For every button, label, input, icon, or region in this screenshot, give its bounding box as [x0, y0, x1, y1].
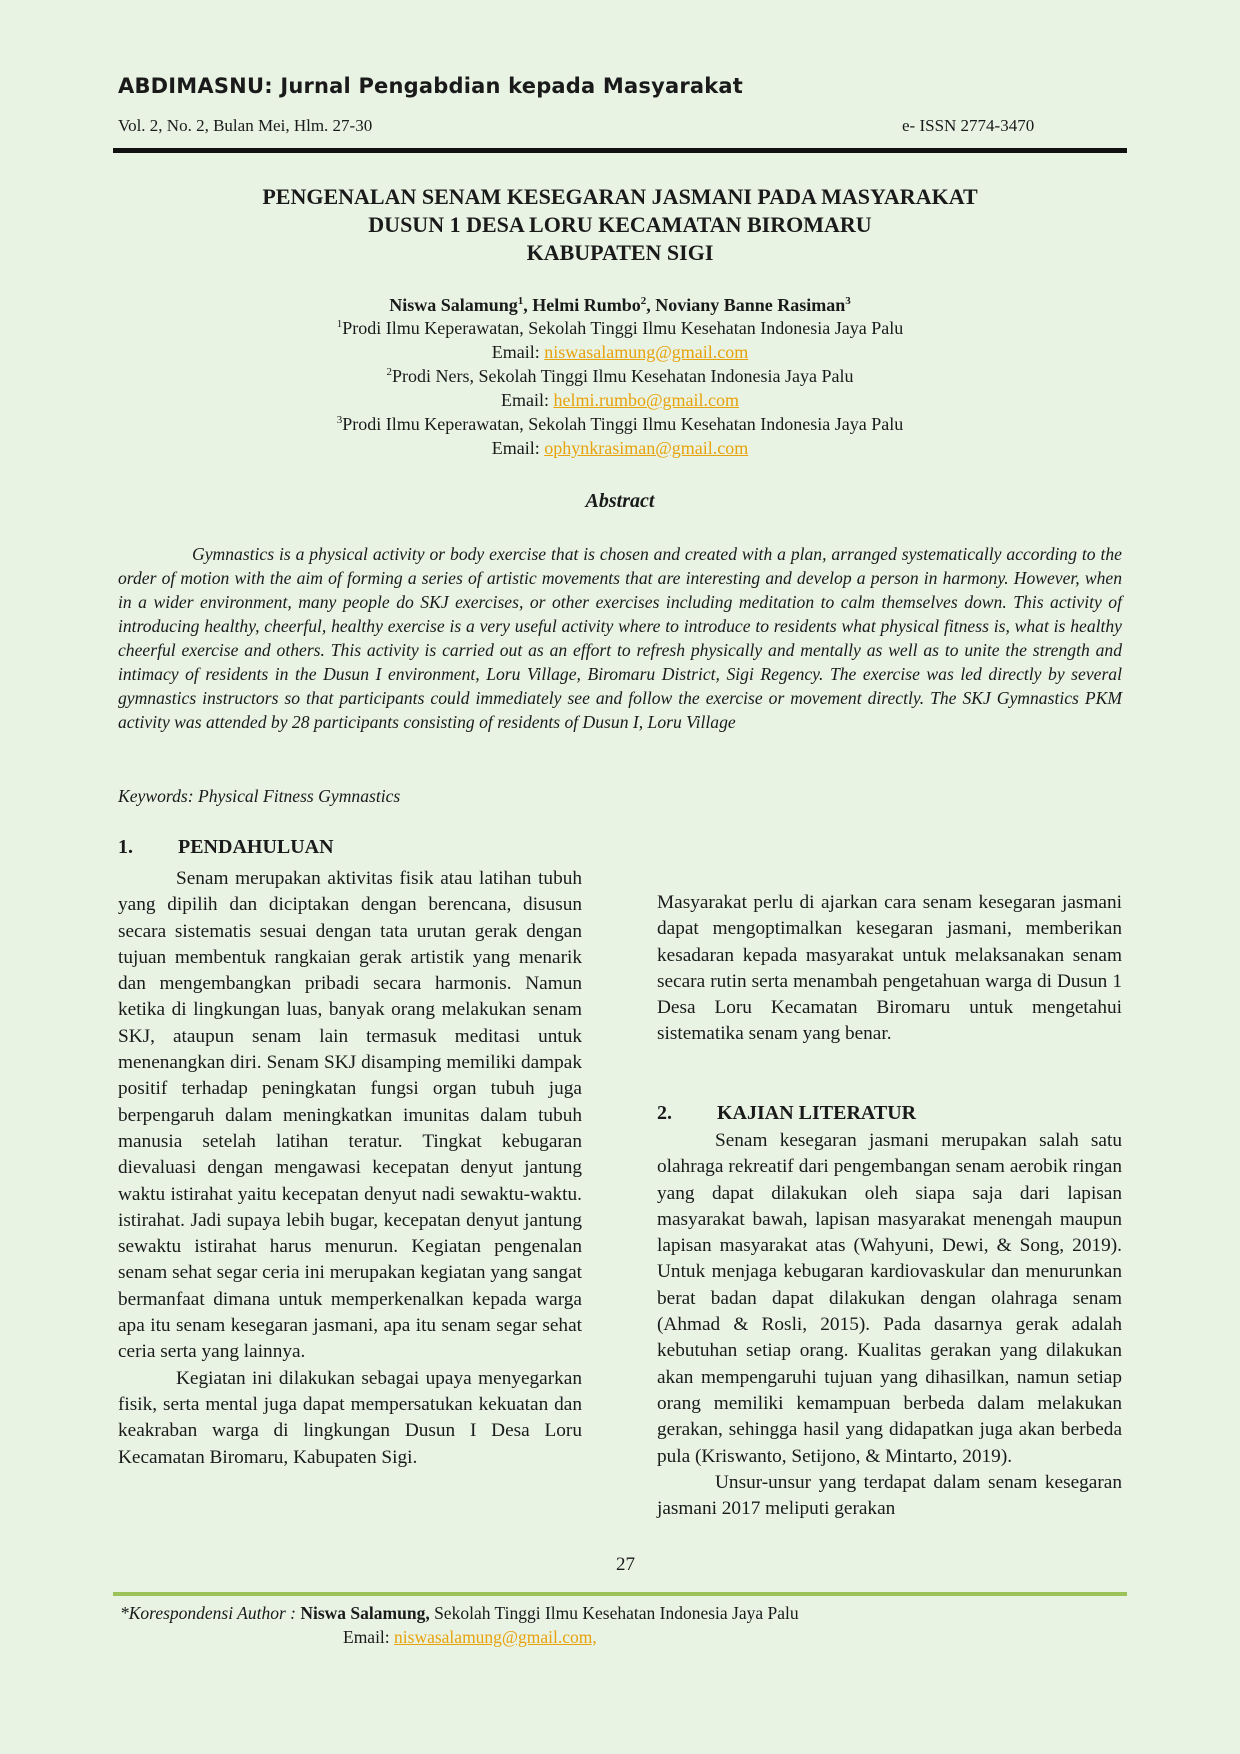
paragraph: Senam merupakan aktivitas fisik atau latihan tubuh yang dipilih dan diciptakan dengan berencana, disusun secara sistematis sesuai dengan tata urutan gerak dengan tujuan membentuk rangkaian gerak artistik yang menarik dan mengembangkan pribadi secara harmonis. Namun ketika di lingkungan luas, banyak orang melakukan senam SKJ, ataupun senam lain termasuk meditasi untuk menenangkan diri. Senam SKJ disamping memiliki dampak positif terhadap peningkatan fungsi organ tubuh juga berpengaruh dalam meningkatkan imunitas dalam tubuh manusia setelah latihan teratur. Tingkat kebugaran dievaluasi dengan mengawasi kecepatan denyut jantung waktu istirahat yaitu kecepatan denyut nadi sewaktu-waktu. istirahat. Jadi supaya lebih bugar, kecepatan denyut jantung sewaktu istirahat harus menurun. Kegiatan pengenalan senam sehat segar ceria ini merupakan kegiatan yang sangat bermanfaat dimana untuk memperkenalkan kepada warga apa itu senam kesegaran jasmani, apa itu senam segar sehat ceria serta yang lainnya.	[118, 868, 582, 1363]
email-link[interactable]: niswasalamung@gmail.com	[544, 342, 749, 362]
author-name: Niswa Salamung	[389, 295, 518, 315]
page-number: 27	[616, 1554, 635, 1575]
paragraph: Masyarakat perlu di ajarkan cara senam kesegaran jasmani dapat mengoptimalkan kesegaran jasmani, memberikan kesadaran kepada masyarakat untuk melaksanakan senam secara rutin serta menambah pengetahuan warga di Dusun 1 Desa Loru Kecamatan Biromaru untuk mengetahui sistematika senam yang benar.	[657, 892, 1122, 1045]
email-link[interactable]: helmi.rumbo@gmail.com	[553, 390, 740, 410]
email-link[interactable]: ophynkrasiman@gmail.com	[544, 438, 749, 458]
issn: e- ISSN 2774-3470	[902, 116, 1035, 135]
header-divider	[113, 148, 1127, 153]
right-column-section-2	[657, 1128, 1122, 1522]
correspondence-name: Niswa Salamung,	[300, 1603, 430, 1623]
affiliation-institution: Prodi Ilmu Keperawatan, Sekolah Tinggi Ilmu Kesehatan Indonesia Jaya Palu	[342, 414, 904, 434]
affiliation-superscript: 1	[336, 318, 343, 330]
footer-divider	[113, 1592, 1127, 1596]
affiliation-email-line	[120, 342, 1120, 363]
author-list	[120, 295, 1120, 316]
keywords: Keywords: Physical Fitness Gymnastics	[118, 786, 401, 806]
affiliation	[120, 366, 1120, 387]
email-label: Email:	[491, 342, 545, 362]
author-superscript: 2	[640, 295, 647, 307]
affiliation-superscript: 2	[386, 366, 393, 378]
article-title	[120, 183, 1120, 267]
email-link[interactable]: niswasalamung@gmail.com,	[394, 1627, 597, 1647]
author-separator: ,	[646, 295, 656, 315]
author-name: Noviany Banne Rasiman	[655, 295, 846, 315]
section-title: PENDAHULUAN	[178, 836, 334, 858]
paragraph: Unsur-unsur yang terdapat dalam senam kesegaran jasmani 2017 meliputi gerakan	[657, 1471, 1122, 1520]
affiliation-institution: Prodi Ilmu Keperawatan, Sekolah Tinggi Ilmu Kesehatan Indonesia Jaya Palu	[342, 318, 904, 338]
correspondence-email-line	[343, 1627, 597, 1648]
email-label: Email:	[500, 390, 554, 410]
paragraph: Senam kesegaran jasmani merupakan salah satu olahraga rekreatif dari pengembangan senam aerobik ringan yang dapat dilakukan oleh siapa saja dari lapisan masyarakat bawah, lapisan masyarakat menengah maupun lapisan masyarakat atas (Wahyuni, Dewi, & Song, 2019). Untuk menjaga kebugaran kardiovaskular dan menurunkan berat badan dapat dilakukan dengan olahraga senam (Ahmad & Rosli, 2015). Pada dasarnya gerak adalah kebutuhan setiap orang. Kualitas gerakan yang dilakukan akan mempengaruhi tujuan yang dihasilkan, namun setiap orang memiliki kemampuan berbeda dalam melakukan gerakan, sehingga hasil yang didapatkan juga akan berbeda pula (Kriswanto, Setijono, & Mintarto, 2019).	[657, 1130, 1122, 1467]
correspondence-institution: Sekolah Tinggi Ilmu Kesehatan Indonesia Jaya Palu	[429, 1603, 799, 1623]
left-column	[118, 866, 582, 1471]
author-superscript: 1	[517, 295, 524, 307]
affiliation-email-line	[120, 390, 1120, 411]
abstract-heading: Abstract	[585, 490, 655, 512]
abstract-body: Gymnastics is a physical activity or body exercise that is chosen and created with a plan, arranged systematically according to the order of motion with the aim of forming a series of artistic movements that are interesting and develop a person in harmony. However, when in a wider environment, many people do SKJ exercises, or other exercises including meditation to calm themselves down. This activity of introducing healthy, cheerful, healthy exercise is a very useful activity where to introduce to residents what physical fitness is, what is healthy cheerful exercise and others. This activity is carried out as an effort to refresh physically and mentally as well as to unite the strength and intimacy of residents in the Dusun I environment, Loru Village, Biromaru District, Sigi Regency. The exercise was led directly by several gymnastics instructors so that participants could immediately see and follow the exercise or movement directly. The SKJ Gymnastics PKM activity was attended by 28 participants consisting of residents of Dusun I, Loru Village	[118, 544, 1122, 732]
affiliation-institution: Prodi Ners, Sekolah Tinggi Ilmu Kesehatan Indonesia Jaya Palu	[392, 366, 854, 386]
affiliation	[120, 318, 1120, 339]
paragraph: Kegiatan ini dilakukan sebagai upaya menyegarkan fisik, serta mental juga dapat mempersatukan kekuatan dan keakraban warga di lingkungan Dusun I Desa Loru Kecamatan Biromaru, Kabupaten Sigi.	[118, 1367, 582, 1468]
section-number: 2.	[657, 1102, 672, 1124]
journal-name: ABDIMASNU: Jurnal Pengabdian kepada Masyarakat	[118, 74, 744, 98]
author-superscript: 3	[845, 295, 851, 307]
correspondence-line	[120, 1603, 799, 1624]
affiliation	[120, 414, 1120, 435]
section-number: 1.	[118, 836, 133, 858]
email-label: Email:	[491, 438, 545, 458]
author-separator: ,	[523, 295, 533, 315]
section-title: KAJIAN LITERATUR	[717, 1102, 917, 1124]
title-line-3: KABUPATEN SIGI	[526, 240, 714, 265]
title-line-2: DUSUN 1 DESA LORU KECAMATAN BIROMARU	[368, 212, 872, 237]
right-column	[657, 890, 1122, 1048]
volume-line: Vol. 2, No. 2, Bulan Mei, Hlm. 27-30	[118, 116, 373, 135]
affiliation-superscript: 3	[336, 414, 343, 426]
correspondence-label: *Korespondensi Author :	[120, 1603, 301, 1623]
title-line-1: PENGENALAN SENAM KESEGARAN JASMANI PADA MASYARAKAT	[262, 184, 978, 209]
affiliation-email-line	[120, 438, 1120, 459]
author-name: Helmi Rumbo	[532, 295, 641, 315]
email-label: Email:	[343, 1627, 395, 1647]
